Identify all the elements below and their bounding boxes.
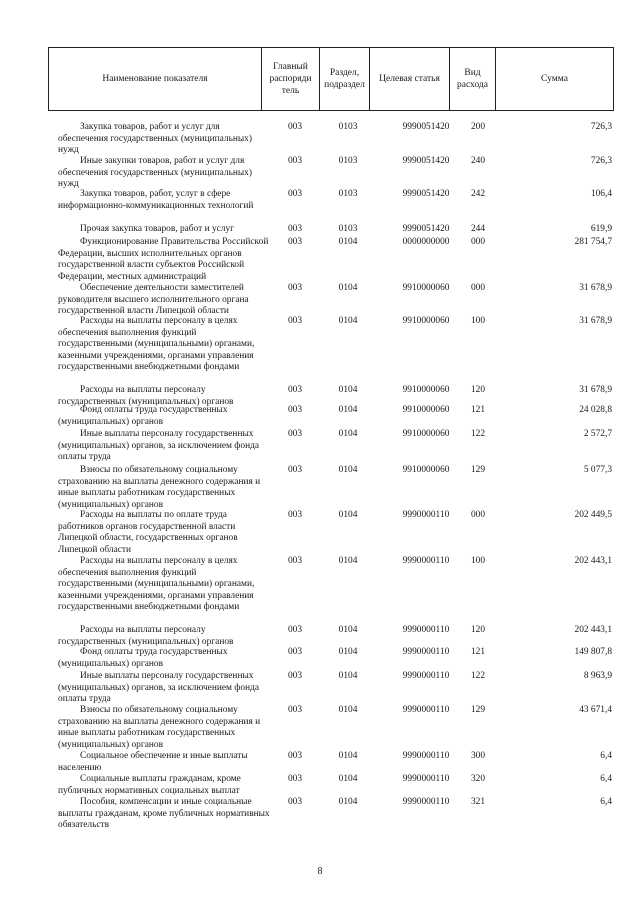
row-cs: 9990000110	[402, 671, 450, 681]
row-grbs: 003	[287, 647, 303, 657]
row-name: Фонд оплаты труда государственных (муниципальных) органов	[58, 405, 228, 427]
row-grbs: 003	[287, 316, 303, 326]
row-name: Обеспечение деятельности заместителей руководителя высшего исполнительного органа государственной власти Липецкой области	[58, 283, 249, 316]
row-sum: 8 963,9	[583, 671, 612, 681]
row-vr: 000	[470, 283, 486, 293]
row-name: Расходы на выплаты по оплате труда работников органов государственной власти Липецкой области, государственных органов Липецкой области	[58, 510, 238, 555]
row-name: Взносы по обязательному социальному страхованию на выплаты денежного содержания и иные выплаты работникам государственных (муниципальных) органов	[58, 465, 261, 510]
row-name: Расходы на выплаты персоналу государственных (муниципальных) органов	[58, 385, 234, 407]
row-sum: 726,3	[590, 122, 612, 132]
row-grbs: 003	[287, 156, 303, 166]
row-cs: 9990051420	[402, 156, 450, 166]
row-vr: 100	[470, 316, 486, 326]
row-cs: 9910000060	[402, 405, 450, 415]
row-cs: 9910000060	[402, 465, 450, 475]
row-grbs: 003	[287, 774, 303, 784]
row-vr: 000	[470, 510, 486, 520]
row-sum: 43 671,4	[579, 705, 612, 715]
row-sum: 31 678,9	[579, 316, 612, 326]
row-cs: 9990000110	[402, 774, 450, 784]
row-cs: 9990051420	[402, 224, 450, 234]
row-razdel: 0104	[338, 705, 358, 715]
header-vr: Вид расхода	[449, 48, 495, 110]
row-vr: 242	[470, 189, 486, 199]
row-grbs: 003	[287, 671, 303, 681]
row-name: Расходы на выплаты персоналу в целях обеспечения выполнения функций государственными (муниципальными) органами, казенными учреждениями, органами управления государственными внебюджетными фондами	[58, 316, 255, 372]
row-name: Взносы по обязательному социальному страхованию на выплаты денежного содержания и иные выплаты работникам государственных (муниципальных) органов	[58, 705, 261, 750]
row-grbs: 003	[287, 797, 303, 807]
row-razdel: 0104	[338, 510, 358, 520]
row-cs: 9910000060	[402, 385, 450, 395]
row-sum: 281 754,7	[574, 237, 612, 247]
row-grbs: 003	[287, 510, 303, 520]
row-vr: 320	[470, 774, 486, 784]
row-sum: 726,3	[590, 156, 612, 166]
row-vr: 200	[470, 122, 486, 132]
row-name: Иные выплаты персоналу государственных (муниципальных) органов, за исключением фонда оплаты труда	[58, 429, 260, 462]
header-razdel: Раздел, подраздел	[319, 48, 369, 110]
row-vr: 321	[470, 797, 486, 807]
row-cs: 9990000110	[402, 556, 450, 566]
row-name: Расходы на выплаты персоналу государственных (муниципальных) органов	[58, 625, 234, 647]
row-vr: 120	[470, 625, 486, 635]
row-razdel: 0104	[338, 237, 358, 247]
row-vr: 000	[470, 237, 486, 247]
row-vr: 244	[470, 224, 486, 234]
row-sum: 31 678,9	[579, 385, 612, 395]
row-grbs: 003	[287, 429, 303, 439]
row-vr: 240	[470, 156, 486, 166]
row-grbs: 003	[287, 705, 303, 715]
row-grbs: 003	[287, 465, 303, 475]
row-razdel: 0103	[338, 156, 358, 166]
row-cs: 9990051420	[402, 189, 450, 199]
row-sum: 6,4	[600, 751, 612, 761]
row-sum: 202 443,1	[574, 625, 612, 635]
row-cs: 9990000110	[402, 705, 450, 715]
row-cs: 9910000060	[402, 316, 450, 326]
row-grbs: 003	[287, 224, 303, 234]
row-cs: 9990000110	[402, 625, 450, 635]
row-grbs: 003	[287, 283, 303, 293]
header-name: Наименование показателя	[102, 74, 208, 84]
header-sum: Сумма	[495, 48, 613, 110]
row-cs: 9990000110	[402, 797, 450, 807]
row-name: Иные закупки товаров, работ и услуг для обеспечения государственных (муниципальных) нужд	[58, 156, 252, 189]
row-razdel: 0104	[338, 283, 358, 293]
table-header	[48, 47, 614, 111]
row-grbs: 003	[287, 751, 303, 761]
row-cs: 9910000060	[402, 429, 450, 439]
header-cs: Целевая статья	[369, 48, 449, 110]
row-sum: 149 807,8	[574, 647, 612, 657]
row-razdel: 0104	[338, 385, 358, 395]
row-razdel: 0103	[338, 122, 358, 132]
row-name: Расходы на выплаты персоналу в целях обеспечения выполнения функций государственными (муниципальными) органами, казенными учреждениями, органами управления государственными внебюджетными фондами	[58, 556, 255, 612]
row-cs: 9910000060	[402, 283, 450, 293]
row-name: Социальные выплаты гражданам, кроме публичных нормативных социальных выплат	[58, 774, 241, 796]
row-vr: 121	[470, 647, 486, 657]
row-cs: 9990000110	[402, 751, 450, 761]
row-cs: 9990000110	[402, 647, 450, 657]
row-name: Пособия, компенсации и иные социальные выплаты гражданам, кроме публичных нормативных обязательств	[58, 797, 270, 830]
row-sum: 619,9	[590, 224, 612, 234]
row-sum: 106,4	[590, 189, 612, 199]
row-razdel: 0104	[338, 405, 358, 415]
row-razdel: 0104	[338, 625, 358, 635]
row-razdel: 0103	[338, 224, 358, 234]
row-sum: 6,4	[600, 774, 612, 784]
row-sum: 24 028,8	[579, 405, 612, 415]
row-grbs: 003	[287, 556, 303, 566]
row-vr: 120	[470, 385, 486, 395]
row-name: Закупка товаров, работ, услуг в сфере информационно-коммуникационных технологий	[58, 189, 254, 211]
row-vr: 122	[470, 671, 486, 681]
row-sum: 5 077,3	[583, 465, 612, 475]
row-sum: 6,4	[600, 797, 612, 807]
row-razdel: 0104	[338, 556, 358, 566]
row-vr: 129	[470, 465, 486, 475]
row-cs: 9990051420	[402, 122, 450, 132]
row-razdel: 0104	[338, 751, 358, 761]
row-sum: 202 443,1	[574, 556, 612, 566]
row-grbs: 003	[287, 625, 303, 635]
row-sum: 2 572,7	[583, 429, 612, 439]
row-grbs: 003	[287, 237, 303, 247]
row-vr: 121	[470, 405, 486, 415]
row-grbs: 003	[287, 189, 303, 199]
row-sum: 202 449,5	[574, 510, 612, 520]
row-vr: 100	[470, 556, 486, 566]
row-grbs: 003	[287, 405, 303, 415]
row-name: Закупка товаров, работ и услуг для обеспечения государственных (муниципальных) нужд	[58, 122, 252, 155]
row-name: Прочая закупка товаров, работ и услуг	[80, 224, 234, 234]
row-vr: 300	[470, 751, 486, 761]
row-razdel: 0104	[338, 774, 358, 784]
row-vr: 129	[470, 705, 486, 715]
row-name: Фонд оплаты труда государственных (муниципальных) органов	[58, 647, 228, 669]
row-name: Функционирование Правительства Российской Федерации, высших исполнительных органов государственной власти субъектов Российской Федерации, местных администраций	[58, 237, 269, 282]
row-razdel: 0103	[338, 189, 358, 199]
row-name: Иные выплаты персоналу государственных (муниципальных) органов, за исключением фонда оплаты труда	[58, 671, 260, 704]
row-cs: 0000000000	[402, 237, 450, 247]
row-razdel: 0104	[338, 797, 358, 807]
row-sum: 31 678,9	[579, 283, 612, 293]
row-name: Социальное обеспечение и иные выплаты населению	[58, 751, 248, 773]
row-grbs: 003	[287, 122, 303, 132]
row-razdel: 0104	[338, 465, 358, 475]
row-razdel: 0104	[338, 671, 358, 681]
header-grbs: Главный распоряди тель	[261, 48, 319, 110]
row-razdel: 0104	[338, 647, 358, 657]
row-razdel: 0104	[338, 316, 358, 326]
row-grbs: 003	[287, 385, 303, 395]
row-razdel: 0104	[338, 429, 358, 439]
row-vr: 122	[470, 429, 486, 439]
page-number: 8	[317, 866, 323, 877]
row-cs: 9990000110	[402, 510, 450, 520]
